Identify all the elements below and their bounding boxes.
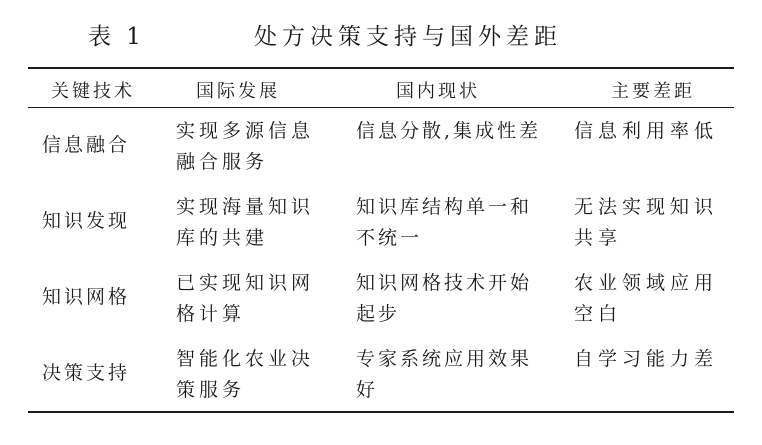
cell-key: 知识网格 <box>42 286 131 308</box>
cell-gap: 无法实现知识共享 <box>574 196 719 249</box>
header-gap: 主要差距 <box>611 81 695 102</box>
cell-gap: 自学习能力差 <box>574 348 719 370</box>
table-title: 处方决策支持与国外差距 <box>254 24 562 50</box>
table-header <box>28 69 734 107</box>
table-number: 表 1 <box>88 24 145 50</box>
cell-international: 实现多源信息融合服务 <box>176 120 315 173</box>
table-row <box>28 336 734 412</box>
header-domestic: 国内现状 <box>396 81 480 102</box>
cell-international: 实现海量知识库的共建 <box>176 196 315 249</box>
cell-key: 知识发现 <box>42 210 131 232</box>
cell-key: 决策支持 <box>42 362 131 384</box>
table-caption <box>0 14 762 50</box>
header-key-technology: 关键技术 <box>51 81 135 102</box>
cell-international: 已实现知识网格计算 <box>176 272 315 325</box>
table-row <box>28 260 734 336</box>
cell-domestic: 知识网格技术开始起步 <box>356 272 533 325</box>
cell-domestic: 知识库结构单一和不统一 <box>356 196 533 249</box>
cell-gap: 农业领域应用空白 <box>574 272 719 325</box>
table-row <box>28 184 734 260</box>
table-body <box>28 108 734 410</box>
cell-key: 信息融合 <box>42 134 131 156</box>
header-international: 国际发展 <box>196 81 280 102</box>
table-row <box>28 108 734 184</box>
cell-domestic: 专家系统应用效果好 <box>356 348 533 401</box>
cell-domestic: 信息分散,集成性差 <box>356 120 542 142</box>
cell-international: 智能化农业决策服务 <box>176 348 315 401</box>
bottom-rule <box>28 411 734 413</box>
cell-gap: 信息利用率低 <box>574 120 719 142</box>
